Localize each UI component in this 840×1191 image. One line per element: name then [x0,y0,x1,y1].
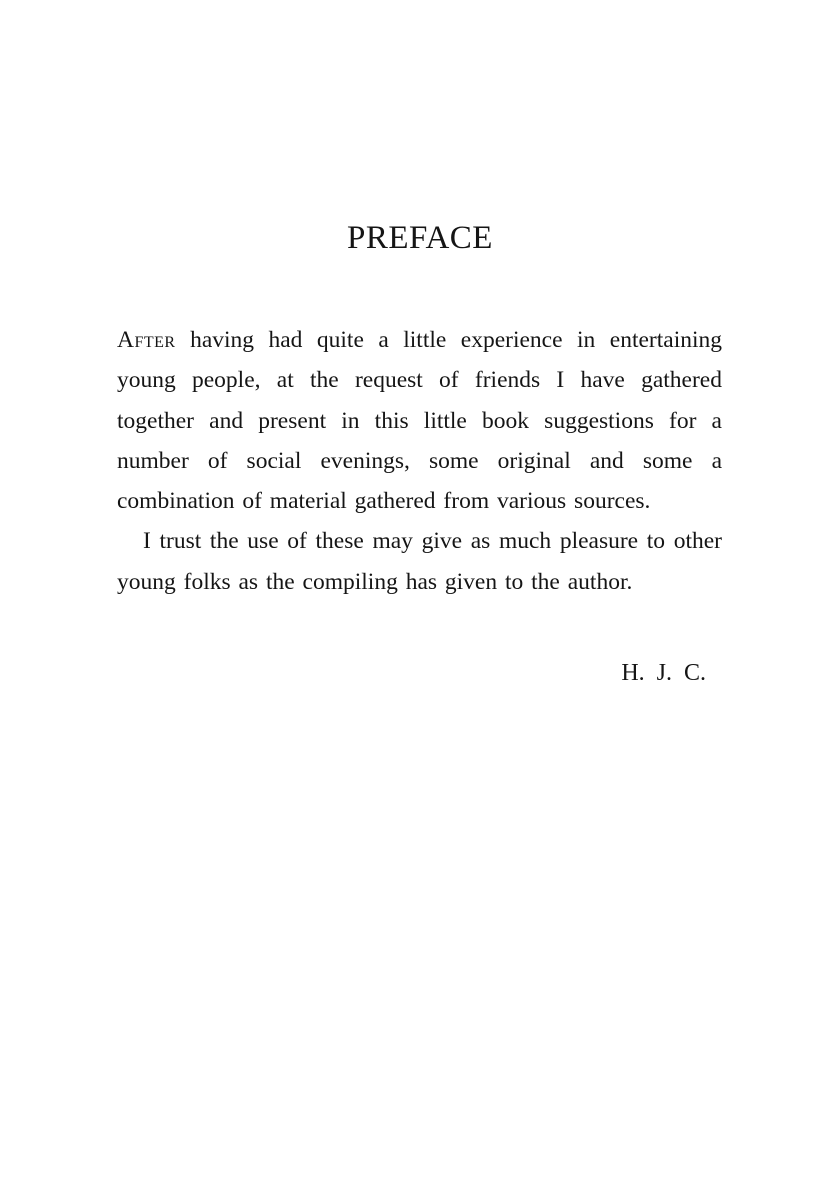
preface-body [117,320,722,602]
paragraph-lead-word: After [117,327,176,353]
paragraph-2: I trust the use of these may give as much pleasure to other young folks as the compiling has given to the author. [117,528,722,595]
paragraph-1 [117,320,722,521]
page-title: PREFACE [347,220,493,256]
paragraph-1-text: having had quite a little experience in entertaining young people, at the request of friends I have gathered together and present in this little book suggestions for a number of social evenings, some original and some a combination of material gathered from various sources. [117,327,722,515]
author-initials: H. J. C. [621,660,706,686]
